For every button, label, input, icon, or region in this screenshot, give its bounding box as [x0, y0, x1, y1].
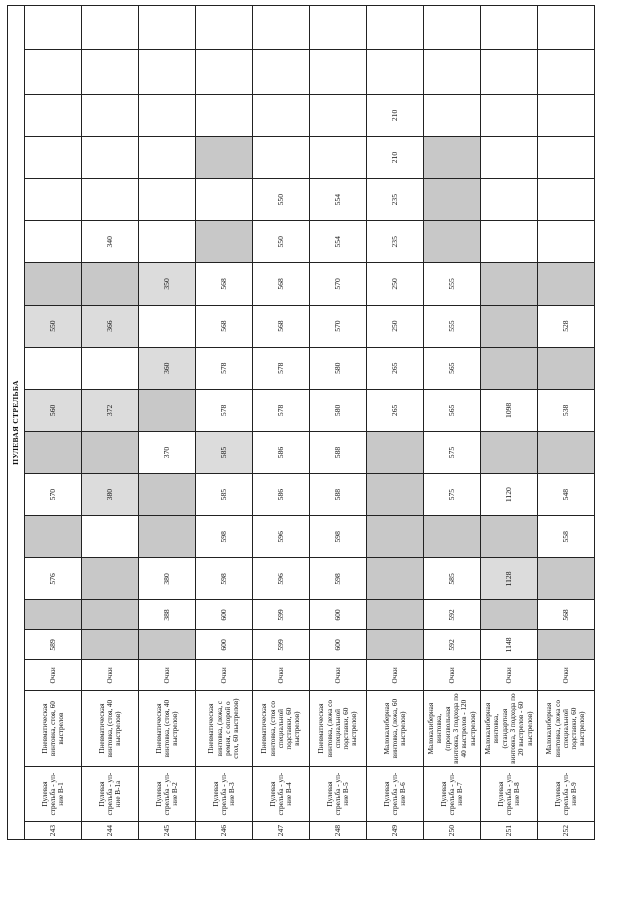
- description-cell: Пневматическая винтовка, (лежа со специальной подставки, 60 выстрелов): [310, 691, 367, 766]
- value-cell: [139, 136, 196, 178]
- value-cell: 600: [310, 600, 367, 630]
- table-row: [310, 6, 367, 840]
- value-cell: 578: [196, 347, 253, 389]
- value-cell: [196, 179, 253, 221]
- value-cell: 578: [253, 347, 310, 389]
- value-cell: [253, 50, 310, 94]
- value-cell: [424, 6, 481, 50]
- value-cell: [82, 179, 139, 221]
- unit-cell: Очки: [196, 660, 253, 691]
- unit-cell: Очки: [139, 660, 196, 691]
- value-cell: 1098: [481, 389, 538, 431]
- value-cell: [139, 94, 196, 136]
- value-cell: [82, 516, 139, 558]
- value-cell: 568: [538, 600, 595, 630]
- description-cell: Пневматическая винтовка, (стоя со специальной подставки, 60 выстрелов): [253, 691, 310, 766]
- value-cell: 1128: [481, 558, 538, 600]
- value-cell: [481, 600, 538, 630]
- value-cell: 600: [310, 630, 367, 660]
- value-cell: 555: [424, 263, 481, 305]
- value-cell: 600: [196, 600, 253, 630]
- unit-cell: Очки: [538, 660, 595, 691]
- value-cell: 380: [82, 474, 139, 516]
- value-cell: [82, 347, 139, 389]
- value-cell: [196, 136, 253, 178]
- value-cell: 596: [253, 516, 310, 558]
- value-cell: 586: [253, 431, 310, 473]
- value-cell: 235: [367, 221, 424, 263]
- row-number: 245: [139, 822, 196, 840]
- value-cell: [367, 516, 424, 558]
- value-cell: [310, 136, 367, 178]
- value-cell: [538, 558, 595, 600]
- value-cell: [310, 6, 367, 50]
- value-cell: 210: [367, 94, 424, 136]
- value-cell: 589: [25, 630, 82, 660]
- value-cell: 568: [253, 263, 310, 305]
- value-cell: 598: [310, 558, 367, 600]
- value-cell: 265: [367, 347, 424, 389]
- discipline-cell: Пулевая стрельба - уп-ние В-8: [481, 766, 538, 821]
- value-cell: [538, 431, 595, 473]
- discipline-cell: Пулевая стрельба - уп-ние В-2: [139, 766, 196, 821]
- value-cell: 265: [367, 389, 424, 431]
- value-cell: 592: [424, 600, 481, 630]
- value-cell: 568: [196, 305, 253, 347]
- value-cell: [481, 431, 538, 473]
- value-cell: 250: [367, 305, 424, 347]
- value-cell: [367, 50, 424, 94]
- value-cell: 570: [310, 305, 367, 347]
- table-row: [25, 6, 82, 840]
- value-cell: [481, 221, 538, 263]
- value-cell: [367, 431, 424, 473]
- value-cell: [139, 221, 196, 263]
- unit-cell: Очки: [424, 660, 481, 691]
- discipline-cell: Пулевая стрельба - уп-ние В-6: [367, 766, 424, 821]
- unit-cell: Очки: [25, 660, 82, 691]
- row-number: 244: [82, 822, 139, 840]
- description-cell: Пневматическая винтовка, (стоя, 40 выстрелов): [139, 691, 196, 766]
- row-number: 246: [196, 822, 253, 840]
- value-cell: [82, 558, 139, 600]
- rotated-table-stage: [7, 5, 587, 840]
- description-cell: Малокалиберная винтовка, (стандартная винтовка, 3 подхода по 20 выстрелов - 60 выстрелов): [481, 691, 538, 766]
- value-cell: [253, 136, 310, 178]
- value-cell: 588: [310, 474, 367, 516]
- value-cell: [538, 221, 595, 263]
- discipline-cell: Пулевая стрельба - уп-ние В-3: [196, 766, 253, 821]
- discipline-cell: Пулевая стрельба - уп-ние В-1а: [82, 766, 139, 821]
- value-cell: 592: [424, 630, 481, 660]
- value-cell: 235: [367, 179, 424, 221]
- table-row: [139, 6, 196, 840]
- value-cell: [82, 94, 139, 136]
- table-row: [82, 6, 139, 840]
- value-cell: [367, 600, 424, 630]
- value-cell: [82, 6, 139, 50]
- value-cell: 576: [25, 558, 82, 600]
- value-cell: 538: [538, 389, 595, 431]
- value-cell: [139, 516, 196, 558]
- value-cell: [25, 6, 82, 50]
- value-cell: [481, 50, 538, 94]
- value-cell: [481, 347, 538, 389]
- value-cell: 340: [82, 221, 139, 263]
- row-number: 247: [253, 822, 310, 840]
- description-cell: Пневматическая винтовка, (лежа, с ремня, с опорой о стол, 60 выстрелов): [196, 691, 253, 766]
- value-cell: [538, 630, 595, 660]
- value-cell: 565: [424, 389, 481, 431]
- value-cell: [310, 94, 367, 136]
- value-cell: 350: [139, 263, 196, 305]
- value-cell: [25, 263, 82, 305]
- table-title-row: [8, 6, 25, 840]
- value-cell: 598: [310, 516, 367, 558]
- value-cell: [538, 179, 595, 221]
- value-cell: 550: [253, 221, 310, 263]
- value-cell: 570: [310, 263, 367, 305]
- value-cell: 578: [253, 389, 310, 431]
- value-cell: [481, 516, 538, 558]
- value-cell: [481, 305, 538, 347]
- value-cell: [196, 221, 253, 263]
- value-cell: [253, 94, 310, 136]
- value-cell: 580: [310, 347, 367, 389]
- value-cell: [82, 600, 139, 630]
- table-row: [481, 6, 538, 840]
- value-cell: [424, 50, 481, 94]
- value-cell: 585: [196, 431, 253, 473]
- value-cell: 588: [310, 431, 367, 473]
- value-cell: [481, 136, 538, 178]
- value-cell: [25, 516, 82, 558]
- value-cell: [424, 136, 481, 178]
- discipline-cell: Пулевая стрельба - уп-ние В-7: [424, 766, 481, 821]
- value-cell: 575: [424, 431, 481, 473]
- unit-cell: Очки: [82, 660, 139, 691]
- table-row: [196, 6, 253, 840]
- value-cell: [538, 50, 595, 94]
- value-cell: [196, 6, 253, 50]
- value-cell: [82, 431, 139, 473]
- value-cell: [196, 94, 253, 136]
- discipline-cell: Пулевая стрельба - уп-ние В-1: [25, 766, 82, 821]
- value-cell: 578: [196, 389, 253, 431]
- value-cell: 548: [538, 474, 595, 516]
- value-cell: 599: [253, 600, 310, 630]
- value-cell: [82, 263, 139, 305]
- value-cell: 568: [196, 263, 253, 305]
- value-cell: [25, 600, 82, 630]
- value-cell: 250: [367, 263, 424, 305]
- value-cell: 360: [139, 347, 196, 389]
- value-cell: [481, 6, 538, 50]
- description-cell: Пневматическая винтовка, (стоя, 40 выстрелов): [82, 691, 139, 766]
- row-number: 252: [538, 822, 595, 840]
- value-cell: [82, 136, 139, 178]
- value-cell: [139, 179, 196, 221]
- value-cell: [25, 136, 82, 178]
- value-cell: [196, 50, 253, 94]
- value-cell: [367, 474, 424, 516]
- row-number: 251: [481, 822, 538, 840]
- description-cell: Пневматическая винтовка, стоя, 60 выстрелов: [25, 691, 82, 766]
- value-cell: 560: [25, 389, 82, 431]
- value-cell: [481, 179, 538, 221]
- unit-cell: Очки: [310, 660, 367, 691]
- value-cell: [424, 179, 481, 221]
- value-cell: 1148: [481, 630, 538, 660]
- value-cell: [538, 94, 595, 136]
- value-cell: [367, 558, 424, 600]
- value-cell: 585: [196, 474, 253, 516]
- discipline-cell: Пулевая стрельба - уп-ние В-9: [538, 766, 595, 821]
- value-cell: 598: [196, 558, 253, 600]
- value-cell: [25, 94, 82, 136]
- value-cell: 554: [310, 221, 367, 263]
- row-number: 250: [424, 822, 481, 840]
- value-cell: 575: [424, 474, 481, 516]
- value-cell: [538, 263, 595, 305]
- value-cell: [25, 431, 82, 473]
- unit-cell: Очки: [367, 660, 424, 691]
- row-number: 249: [367, 822, 424, 840]
- table-row: [538, 6, 595, 840]
- value-cell: 528: [538, 305, 595, 347]
- discipline-cell: Пулевая стрельба - уп-ние В-5: [310, 766, 367, 821]
- value-cell: [139, 474, 196, 516]
- table-row: [367, 6, 424, 840]
- results-table: [7, 5, 595, 840]
- value-cell: 550: [253, 179, 310, 221]
- value-cell: 366: [82, 305, 139, 347]
- value-cell: 580: [310, 389, 367, 431]
- value-cell: 555: [424, 305, 481, 347]
- value-cell: 372: [82, 389, 139, 431]
- value-cell: [538, 347, 595, 389]
- value-cell: [82, 50, 139, 94]
- value-cell: [139, 6, 196, 50]
- value-cell: 598: [196, 516, 253, 558]
- value-cell: 1120: [481, 474, 538, 516]
- value-cell: 554: [310, 179, 367, 221]
- value-cell: [139, 389, 196, 431]
- value-cell: [25, 179, 82, 221]
- value-cell: 380: [139, 558, 196, 600]
- value-cell: 600: [196, 630, 253, 660]
- row-number: 248: [310, 822, 367, 840]
- value-cell: [481, 263, 538, 305]
- unit-cell: Очки: [481, 660, 538, 691]
- value-cell: [139, 305, 196, 347]
- table-row: [424, 6, 481, 840]
- value-cell: [424, 221, 481, 263]
- value-cell: 565: [424, 347, 481, 389]
- value-cell: [481, 94, 538, 136]
- value-cell: 585: [424, 558, 481, 600]
- value-cell: [253, 6, 310, 50]
- table-title: ПУЛЕВАЯ СТРЕЛЬБА: [8, 6, 25, 840]
- description-cell: Малокалиберная винтовка, (лежа со специальной подставки, 60 выстрелов): [538, 691, 595, 766]
- value-cell: 568: [253, 305, 310, 347]
- value-cell: 570: [25, 474, 82, 516]
- row-number: 243: [25, 822, 82, 840]
- value-cell: [25, 347, 82, 389]
- value-cell: [424, 516, 481, 558]
- table-row: [253, 6, 310, 840]
- value-cell: [367, 630, 424, 660]
- value-cell: 586: [253, 474, 310, 516]
- description-cell: Малокалиберная винтовка, (лежа, 60 выстрелов): [367, 691, 424, 766]
- value-cell: [139, 50, 196, 94]
- value-cell: [82, 630, 139, 660]
- value-cell: [367, 6, 424, 50]
- value-cell: [538, 6, 595, 50]
- value-cell: [538, 136, 595, 178]
- description-cell: Малокалиберная винтовка, (произвольная винтовка, 3 подхода по 40 выстрелов - 120 выстрелов): [424, 691, 481, 766]
- value-cell: [310, 50, 367, 94]
- value-cell: [25, 221, 82, 263]
- value-cell: 596: [253, 558, 310, 600]
- value-cell: [424, 94, 481, 136]
- value-cell: 599: [253, 630, 310, 660]
- discipline-cell: Пулевая стрельба - уп-ние В-4: [253, 766, 310, 821]
- value-cell: [25, 50, 82, 94]
- value-cell: 388: [139, 600, 196, 630]
- value-cell: 550: [25, 305, 82, 347]
- value-cell: [139, 630, 196, 660]
- value-cell: 210: [367, 136, 424, 178]
- value-cell: 370: [139, 431, 196, 473]
- unit-cell: Очки: [253, 660, 310, 691]
- value-cell: 558: [538, 516, 595, 558]
